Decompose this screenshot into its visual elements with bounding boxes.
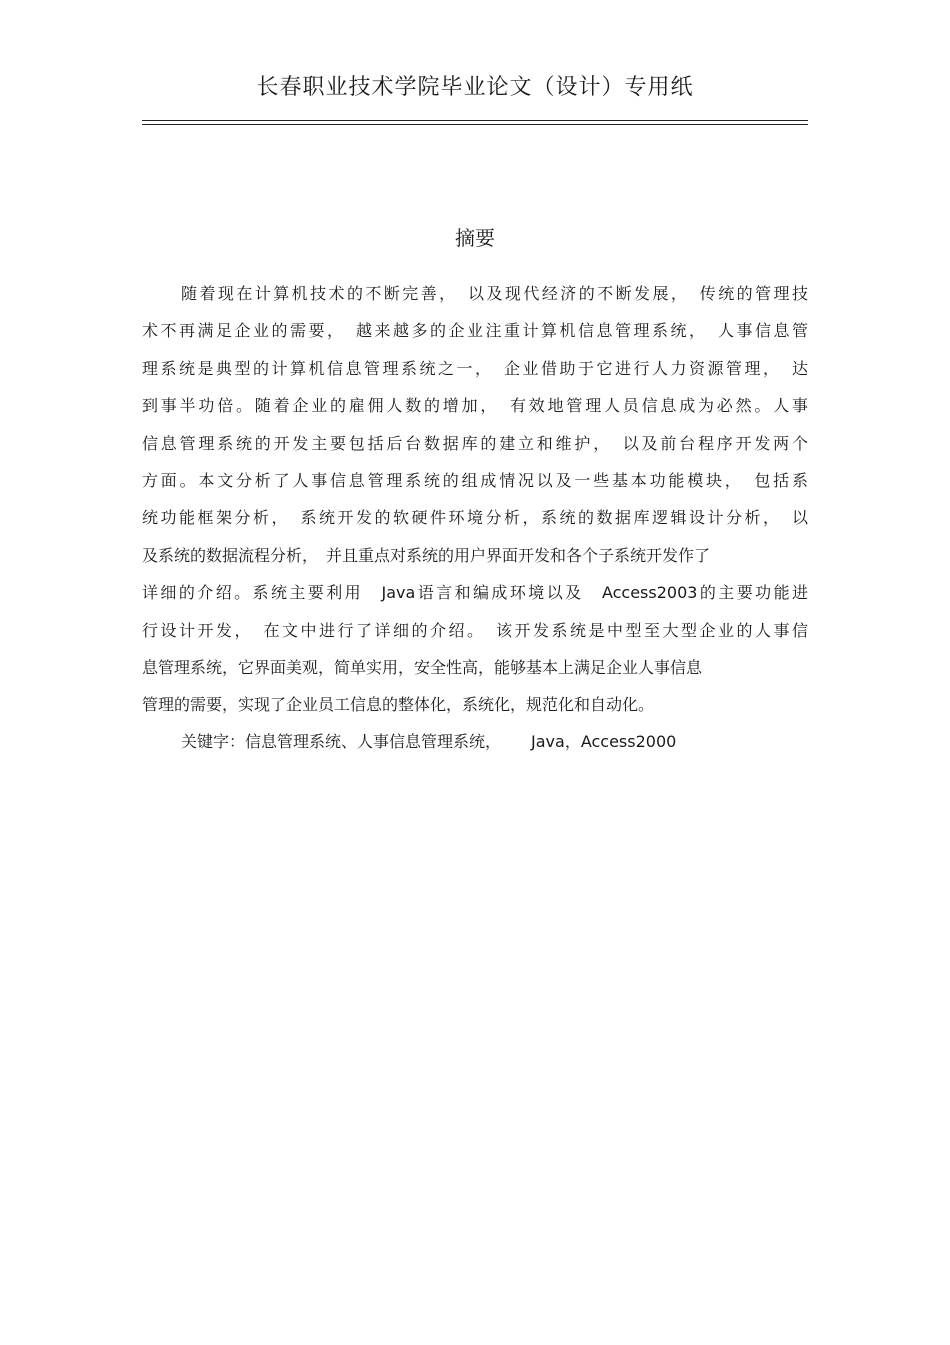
abstract-line: 理系统是典型的计算机信息管理系统之一， 企业借助于它进行人力资源管理， 达 xyxy=(142,358,808,378)
abstract-line: 方面。本文分析了人事信息管理系统的组成情况以及一些基本功能模块， 包括系 xyxy=(142,470,808,490)
keywords-tail: Java，Access2000 xyxy=(531,732,677,751)
abstract-line: 统功能框架分析， 系统开发的软硬件环境分析，系统的数据库逻辑设计分析， 以 xyxy=(142,508,808,528)
header-double-rule xyxy=(142,120,808,125)
keywords-value: 信息管理系统、人事信息管理系统， xyxy=(245,732,502,751)
abstract-line: 及系统的数据流程分析， 并且重点对系统的用户界面开发和各个子系统开发作了 xyxy=(142,545,711,565)
abstract-line: 行设计开发， 在文中进行了详细的介绍。 该开发系统是中型至大型企业的人事信 xyxy=(142,620,808,640)
abstract-body xyxy=(142,280,808,729)
page-header-title: 长春职业技术学院毕业论文（设计）专用纸 xyxy=(256,75,694,100)
abstract-line: 术不再满足企业的需要， 越来越多的企业注重计算机信息管理系统， 人事信息管 xyxy=(142,321,808,341)
keywords-line xyxy=(181,728,676,756)
abstract-line: 到事半功倍。随着企业的雇佣人数的增加， 有效地管理人员信息成为必然。人事 xyxy=(142,396,808,416)
abstract-line: 详细的介绍。系统主要利用 Java语言和编成环境以及 Access2003的主要功能进 xyxy=(142,583,808,603)
abstract-line: 信息管理系统的开发主要包括后台数据库的建立和维护， 以及前台程序开发两个 xyxy=(142,433,808,453)
abstract-line: 随着现在计算机技术的不断完善， 以及现代经济的不断发展， 传统的管理技 xyxy=(181,284,808,303)
abstract-line: 息管理系统，它界面美观，简单实用，安全性高，能够基本上满足企业人事信息 xyxy=(142,657,703,677)
keywords-label: 关键字： xyxy=(181,732,246,751)
abstract-line: 管理的需要，实现了企业员工信息的整体化，系统化，规范化和自动化。 xyxy=(142,695,655,715)
abstract-heading: 摘要 xyxy=(455,226,495,250)
